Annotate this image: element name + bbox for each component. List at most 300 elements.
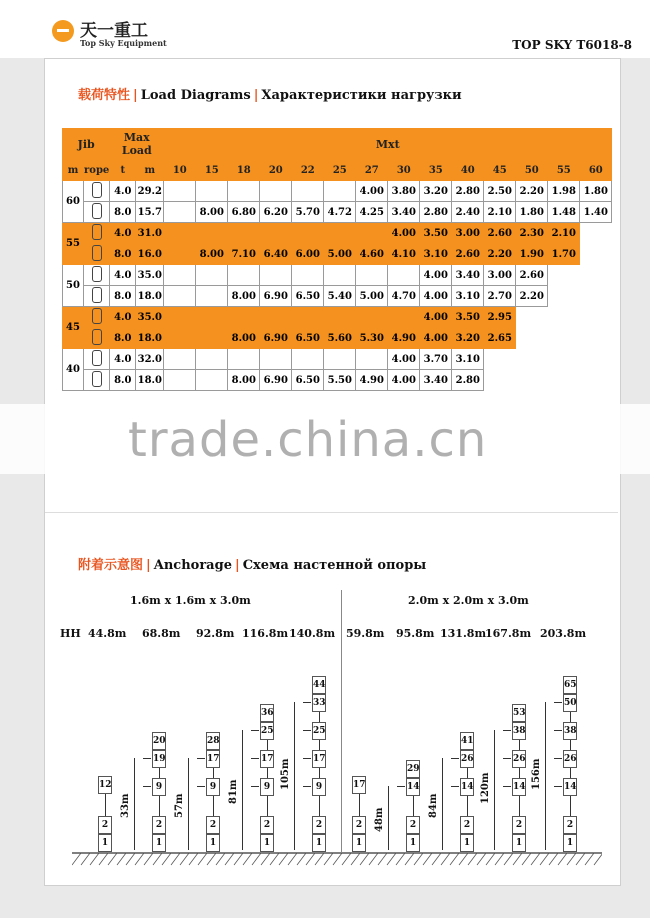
hatch-mark: [486, 853, 495, 865]
load-cell: [196, 370, 228, 391]
rope-cell: [84, 349, 110, 370]
t-cell: 8.0: [110, 244, 136, 265]
mast-section: 2: [206, 816, 220, 834]
load-cell: 5.60: [324, 328, 356, 349]
dimension-label: 48m: [374, 807, 385, 832]
hatch-mark: [306, 853, 315, 865]
load-cell: [356, 223, 388, 244]
brand-name-cn: 天一重工: [80, 21, 148, 41]
load-cell: 1.80: [516, 202, 548, 223]
load-cell: [356, 349, 388, 370]
load-cell: 3.40: [452, 265, 484, 286]
header-radius: 55: [548, 160, 580, 181]
jib-cell: 60: [63, 181, 84, 223]
dimension-label: 120m: [480, 772, 491, 804]
hatch-mark: [243, 853, 252, 865]
hatch-mark: [522, 853, 531, 865]
load-cell: [548, 328, 580, 349]
hatch-mark: [324, 853, 333, 865]
mast-section: 41: [460, 732, 474, 750]
mast-section: 2: [312, 816, 326, 834]
load-cell: [324, 307, 356, 328]
load-cell: [548, 265, 580, 286]
mast-section: 1: [460, 834, 474, 852]
mast-section: 2: [260, 816, 274, 834]
load-cell: 2.20: [516, 181, 548, 202]
load-cell: 7.10: [228, 244, 260, 265]
load-cell: [228, 307, 260, 328]
rope-icon: [92, 224, 102, 240]
hh-left-height: 116.8m: [242, 627, 289, 640]
mast-section: 1: [152, 834, 166, 852]
load-cell: [580, 307, 612, 328]
dimension-label: 81m: [228, 779, 239, 804]
m-cell: 15.7: [136, 202, 164, 223]
load-cell: [516, 349, 548, 370]
mast-section: 26: [460, 750, 474, 768]
load-cell: [260, 349, 292, 370]
rope-icon: [92, 266, 102, 282]
load-cell: 2.50: [484, 181, 516, 202]
load-cell: [292, 181, 324, 202]
watermark-text: trade.china.cn: [128, 412, 488, 468]
load-cell: 3.40: [420, 370, 452, 391]
load-cell: 6.50: [292, 328, 324, 349]
hatch-mark: [270, 853, 279, 865]
t-cell: 4.0: [110, 265, 136, 286]
load-cell: [292, 307, 324, 328]
load-cell: [260, 223, 292, 244]
load-cell: [580, 244, 612, 265]
load-cell: 5.00: [356, 286, 388, 307]
load-cell: 5.30: [356, 328, 388, 349]
hh-left-height: 44.8m: [88, 627, 127, 640]
load-cell: 2.95: [484, 307, 516, 328]
load-cell: [484, 349, 516, 370]
header-m: m: [63, 160, 84, 181]
hatch-mark: [468, 853, 477, 865]
mast-section: 26: [563, 750, 577, 768]
header-mxt: Mxt: [164, 129, 612, 160]
load-cell: 3.10: [420, 244, 452, 265]
mast-section: 14: [563, 778, 577, 796]
hatch-mark: [423, 853, 432, 865]
hatch-mark: [90, 853, 99, 865]
load-cell: [164, 286, 196, 307]
t-cell: 8.0: [110, 370, 136, 391]
load-cell: 3.70: [420, 349, 452, 370]
dimension-line: [134, 758, 135, 850]
anchor-tie: [303, 786, 311, 787]
load-cell: 3.00: [484, 265, 516, 286]
load-cell: 6.90: [260, 328, 292, 349]
anchor-tie: [554, 786, 562, 787]
anchor-tie: [251, 730, 259, 731]
load-cell: 2.60: [452, 244, 484, 265]
load-cell: 6.80: [228, 202, 260, 223]
mast-section: 2: [152, 816, 166, 834]
anchor-tie: [143, 786, 151, 787]
load-cell: [580, 349, 612, 370]
load-cell: [196, 223, 228, 244]
load-cell: 8.00: [196, 244, 228, 265]
load-cell: 4.00: [356, 181, 388, 202]
load-cell: 3.50: [420, 223, 452, 244]
anchor-tie: [451, 758, 459, 759]
load-cell: 6.20: [260, 202, 292, 223]
load-cell: [580, 265, 612, 286]
mast-section: 38: [563, 722, 577, 740]
mast-section: 9: [206, 778, 220, 796]
load-cell: 6.90: [260, 370, 292, 391]
load-cell: [580, 223, 612, 244]
hatch-mark: [171, 853, 180, 865]
load-cell: 3.20: [420, 181, 452, 202]
mast-section: 1: [312, 834, 326, 852]
header-radius: 60: [580, 160, 612, 181]
dimension-line: [188, 758, 189, 850]
rope-cell: [84, 328, 110, 349]
hatch-mark: [189, 853, 198, 865]
m-cell: 29.2: [136, 181, 164, 202]
mast-section: 36: [260, 704, 274, 722]
load-cell: 6.40: [260, 244, 292, 265]
hatch-mark: [567, 853, 576, 865]
hatch-mark: [585, 853, 594, 865]
load-cell: [260, 181, 292, 202]
mast-section: 17: [206, 750, 220, 768]
mast-section: 25: [312, 722, 326, 740]
mast-section: 1: [206, 834, 220, 852]
header-t: t: [110, 160, 136, 181]
header-radius: 45: [484, 160, 516, 181]
load-diagrams-title: 载荷特性 | Load Diagrams | Характеристики нагрузки: [78, 88, 462, 103]
header-bar: [0, 0, 650, 58]
ground-hatch: [72, 852, 602, 866]
load-cell: 6.90: [260, 286, 292, 307]
mast-section: 2: [460, 816, 474, 834]
load-cell: [548, 370, 580, 391]
load-cell: 6.50: [292, 370, 324, 391]
load-cell: 8.00: [228, 370, 260, 391]
hatch-mark: [261, 853, 270, 865]
hatch-mark: [396, 853, 405, 865]
mast-section: 14: [512, 778, 526, 796]
header-radius: 50: [516, 160, 548, 181]
header-radius: 20: [260, 160, 292, 181]
rope-cell: [84, 202, 110, 223]
mast-section: 14: [406, 778, 420, 796]
load-cell: 3.10: [452, 286, 484, 307]
load-cell: 2.20: [516, 286, 548, 307]
mast-section: 26: [512, 750, 526, 768]
hh-right-height: 95.8m: [396, 627, 435, 640]
load-cell: [548, 349, 580, 370]
load-cell: [196, 328, 228, 349]
hatch-mark: [144, 853, 153, 865]
mast-section: 17: [260, 750, 274, 768]
load-cell: [164, 202, 196, 223]
load-cell: 2.80: [452, 370, 484, 391]
anchor-tie: [554, 758, 562, 759]
hh-right-height: 203.8m: [540, 627, 587, 640]
load-cell: [324, 181, 356, 202]
load-cell: 3.10: [452, 349, 484, 370]
load-cell: 2.60: [516, 265, 548, 286]
rope-icon: [92, 308, 102, 324]
t-cell: 8.0: [110, 202, 136, 223]
load-cell: [516, 307, 548, 328]
load-cell: [228, 265, 260, 286]
mast-section: 38: [512, 722, 526, 740]
header-radius: 35: [420, 160, 452, 181]
load-cell: [228, 349, 260, 370]
anchor-tie: [303, 702, 311, 703]
rope-cell: [84, 244, 110, 265]
header-radius: 18: [228, 160, 260, 181]
mast-section: 25: [260, 722, 274, 740]
load-cell: [164, 181, 196, 202]
rope-cell: [84, 307, 110, 328]
anchor-tie: [554, 730, 562, 731]
hatch-mark: [180, 853, 189, 865]
anchor-tie: [251, 758, 259, 759]
anchor-tie: [197, 758, 205, 759]
m-cell: 18.0: [136, 328, 164, 349]
mast-section: 17: [312, 750, 326, 768]
load-cell: [580, 328, 612, 349]
hatch-mark: [459, 853, 468, 865]
hatch-mark: [279, 853, 288, 865]
load-cell: 5.50: [324, 370, 356, 391]
rope-cell: [84, 265, 110, 286]
load-cell: 8.00: [228, 286, 260, 307]
load-cell: [260, 265, 292, 286]
hatch-mark: [495, 853, 504, 865]
model-label: TOP SKY T6018-8: [512, 38, 632, 52]
hh-right-height: 167.8m: [485, 627, 532, 640]
hatch-mark: [297, 853, 306, 865]
load-table: [62, 128, 612, 391]
load-cell: [196, 181, 228, 202]
hh-left-height: 92.8m: [196, 627, 235, 640]
hh-label: HH: [60, 627, 81, 640]
hatch-mark: [351, 853, 360, 865]
dimension-label: 33m: [120, 793, 131, 818]
mast-section: 9: [152, 778, 166, 796]
mast-section: 14: [460, 778, 474, 796]
mast-section: 17: [352, 776, 366, 794]
load-cell: [388, 265, 420, 286]
section-divider: [45, 512, 618, 513]
jib-cell: 40: [63, 349, 84, 391]
rope-icon: [92, 203, 102, 219]
header-radius: 27: [356, 160, 388, 181]
rope-icon: [92, 245, 102, 261]
mast-section: 9: [312, 778, 326, 796]
hatch-mark: [360, 853, 369, 865]
load-cell: 4.00: [388, 223, 420, 244]
load-cell: 2.10: [484, 202, 516, 223]
load-cell: [356, 307, 388, 328]
load-cell: [580, 286, 612, 307]
hatch-mark: [594, 853, 602, 865]
header-radius: 40: [452, 160, 484, 181]
load-cell: 3.50: [452, 307, 484, 328]
load-cell: [228, 223, 260, 244]
load-cell: 4.90: [388, 328, 420, 349]
hatch-mark: [504, 853, 513, 865]
dimension-label: 105m: [280, 758, 291, 790]
load-cell: 4.00: [420, 286, 452, 307]
m-cell: 31.0: [136, 223, 164, 244]
header-m2: m: [136, 160, 164, 181]
m-cell: 35.0: [136, 265, 164, 286]
mast-section: 2: [563, 816, 577, 834]
load-cell: [580, 370, 612, 391]
hatch-mark: [162, 853, 171, 865]
mast-section: 2: [352, 816, 366, 834]
load-cell: 2.30: [516, 223, 548, 244]
t-cell: 8.0: [110, 328, 136, 349]
hatch-mark: [126, 853, 135, 865]
header-jib: Jib: [63, 129, 110, 160]
load-cell: 5.40: [324, 286, 356, 307]
brand-name-en: Top Sky Equipment: [80, 38, 167, 48]
load-cell: 2.10: [548, 223, 580, 244]
load-cell: [324, 265, 356, 286]
m-cell: 18.0: [136, 370, 164, 391]
center-divider: [341, 590, 342, 852]
rope-cell: [84, 181, 110, 202]
dimension-line: [545, 702, 546, 850]
table-row: [63, 286, 612, 307]
left-mast-size: 1.6m x 1.6m x 3.0m: [130, 594, 251, 607]
load-cell: [548, 307, 580, 328]
hatch-mark: [432, 853, 441, 865]
anchor-tie: [197, 786, 205, 787]
anchor-tie: [503, 758, 511, 759]
mast-section: 2: [512, 816, 526, 834]
hatch-mark: [153, 853, 162, 865]
dimension-label: 156m: [531, 758, 542, 790]
load-cell: [196, 307, 228, 328]
hatch-mark: [576, 853, 585, 865]
hatch-mark: [558, 853, 567, 865]
anchor-tie: [503, 730, 511, 731]
load-cell: [164, 244, 196, 265]
rope-icon: [92, 371, 102, 387]
load-cell: 3.00: [452, 223, 484, 244]
load-cell: 3.20: [452, 328, 484, 349]
header-radius: 10: [164, 160, 196, 181]
load-cell: 1.98: [548, 181, 580, 202]
t-cell: 4.0: [110, 223, 136, 244]
load-cell: 2.70: [484, 286, 516, 307]
hatch-mark: [216, 853, 225, 865]
t-cell: 4.0: [110, 181, 136, 202]
table-row: [63, 202, 612, 223]
load-cell: [292, 349, 324, 370]
load-cell: [548, 286, 580, 307]
hatch-mark: [252, 853, 261, 865]
table-row: [63, 370, 612, 391]
load-cell: [164, 223, 196, 244]
mast-section: 2: [98, 816, 112, 834]
dimension-line: [242, 730, 243, 850]
hatch-mark: [414, 853, 423, 865]
t-cell: 8.0: [110, 286, 136, 307]
hh-right-height: 59.8m: [346, 627, 385, 640]
load-cell: [196, 286, 228, 307]
load-cell: [324, 349, 356, 370]
hatch-mark: [549, 853, 558, 865]
load-cell: 1.90: [516, 244, 548, 265]
load-cell: 5.70: [292, 202, 324, 223]
load-cell: [164, 307, 196, 328]
table-row: [63, 223, 612, 244]
hatch-mark: [378, 853, 387, 865]
rope-icon: [92, 287, 102, 303]
load-cell: 3.80: [388, 181, 420, 202]
mast-section: 1: [406, 834, 420, 852]
load-cell: [292, 265, 324, 286]
anchor-tie: [303, 758, 311, 759]
table-row: [63, 328, 612, 349]
dimension-line: [442, 758, 443, 850]
hatch-mark: [72, 853, 81, 865]
anchor-tie: [251, 786, 259, 787]
hatch-mark: [342, 853, 351, 865]
load-cell: 2.80: [452, 181, 484, 202]
load-cell: 3.40: [388, 202, 420, 223]
load-cell: 1.80: [580, 181, 612, 202]
hatch-mark: [207, 853, 216, 865]
header-radius: 25: [324, 160, 356, 181]
dimension-line: [494, 730, 495, 850]
rope-cell: [84, 223, 110, 244]
load-cell: [196, 265, 228, 286]
anchor-tie: [303, 730, 311, 731]
hatch-mark: [117, 853, 126, 865]
hatch-mark: [450, 853, 459, 865]
rope-icon: [92, 329, 102, 345]
load-cell: 4.00: [420, 265, 452, 286]
rope-cell: [84, 286, 110, 307]
anchor-tie: [143, 758, 151, 759]
hh-right-height: 131.8m: [440, 627, 487, 640]
mast-section: 1: [260, 834, 274, 852]
load-cell: 8.00: [196, 202, 228, 223]
load-cell: 4.60: [356, 244, 388, 265]
mast-section: 1: [512, 834, 526, 852]
mast-section: 12: [98, 776, 112, 794]
load-cell: 4.90: [356, 370, 388, 391]
anchor-tie: [397, 786, 405, 787]
hatch-mark: [531, 853, 540, 865]
mast-section: 1: [563, 834, 577, 852]
mast-section: 19: [152, 750, 166, 768]
load-cell: 4.00: [388, 370, 420, 391]
load-cell: [164, 370, 196, 391]
table-subheader-row: [63, 160, 612, 181]
load-cell: 2.60: [484, 223, 516, 244]
load-cell: [388, 307, 420, 328]
load-cell: [164, 328, 196, 349]
header-rope: rope: [84, 160, 110, 181]
hatch-mark: [225, 853, 234, 865]
load-cell: [516, 370, 548, 391]
